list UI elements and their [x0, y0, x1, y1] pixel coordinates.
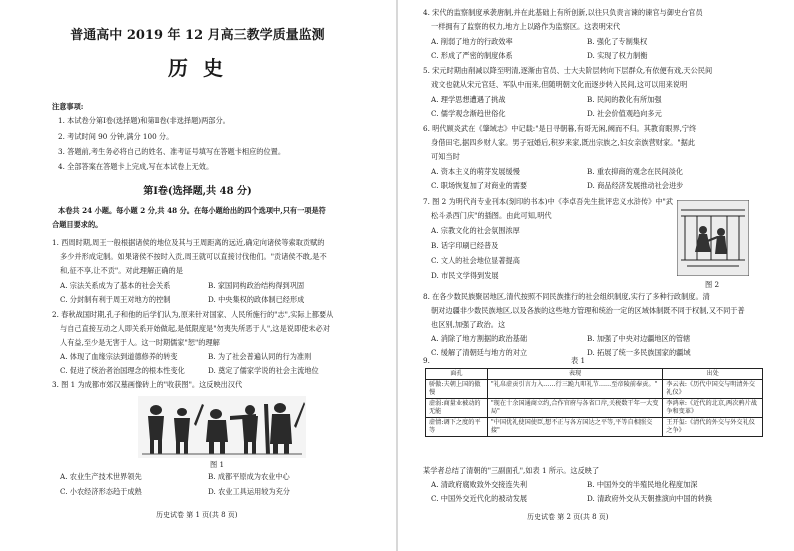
q5-option-a: A. 理学思想遭遇了挑战	[431, 95, 506, 104]
q6-option-a: A. 资本主义的萌芽发展缓慢	[431, 167, 520, 176]
q8-text: 8. 在各少数民族聚居地区,清代按照不同民族推行的社会组织制度,实行了多种行政制度。清	[423, 292, 710, 301]
q7-option-b: B. 话字印刷已经普及	[431, 241, 499, 250]
table-cell: 王开玺:《清代的外交与外交礼仪之争》	[663, 418, 763, 437]
exam-title: 普通高中 2019 年 12 月高三教学质量监测	[70, 28, 325, 43]
q4-option-d: D. 实现了权力制衡	[587, 51, 648, 60]
q7-option-c: C. 文人的社会地位显著提高	[431, 256, 520, 265]
q6-option-d: D. 商品经济发展推动社会进步	[587, 181, 684, 190]
q9-option-a: A. 清政府腐败致外交接连失利	[431, 480, 528, 489]
q6-text: 身借田宅,据四乡财人家。男子冠婚后,积岁来家,既出宗族之,妇女亲族营财家。"据此	[431, 138, 696, 147]
table-row	[426, 399, 763, 418]
q4-text: 一样拥有了监察的权力,地方上以路作为监察区。这表明宋代	[431, 22, 621, 31]
instruction-line: 合题目要求的。	[52, 220, 103, 229]
q5-option-c: C. 儒学观念渐趋世俗化	[431, 109, 506, 118]
table-cell: "现在十余国通商立约,合作官府与各省口岸,关税数干年一大变局"	[487, 399, 662, 418]
page-divider	[396, 0, 398, 551]
q3-option-d: D. 农业工具运用较为充分	[208, 487, 290, 496]
section-title: 第Ⅰ卷(选择题,共 48 分)	[143, 186, 252, 197]
table-cell: 李鸿章:《近代的北京,两次鸦片战争和变革》	[663, 399, 763, 418]
q1-text: 多少并形成定制。如果诸侯不按时入贡,周王就可以直接讨伐他们。"贡诸侯不敢,是不	[60, 252, 327, 261]
table-row	[426, 418, 763, 437]
table-caption: 表 1	[571, 356, 586, 365]
q2-option-a: A. 体现了血缘宗法到道德修养的转变	[60, 352, 178, 361]
harvest-relief-image	[138, 396, 306, 458]
q2-option-b: B. 为了社会普遍认同的行为准则	[208, 352, 312, 361]
page-footer: 历史试卷 第 2 页(共 8 页)	[527, 513, 609, 521]
note-line: 3. 答题前,考生务必将自己的姓名、准考证号填写在答题卡相应的位置。	[58, 147, 286, 156]
table-cell: "中国优礼使国使臣,想不正与各方国达之平等,平等自相照交接"	[487, 418, 662, 437]
table-header-cell: 表现	[487, 369, 662, 380]
q1-option-a: A. 宗法关系成为了基本的社会关系	[60, 281, 171, 290]
q3-text: 3. 图 1 为成都市郊汉墓画像砖上的"收获图"。这反映出汉代	[52, 380, 243, 389]
table-row	[426, 380, 763, 399]
q2-text: 2. 春秋战国时期,孔子和他的后学们认为,原来针对国家、人民所施行的"志",实际上都要从	[52, 310, 334, 319]
q4-text: 4. 宋代的监察制度承袭唐制,并在此基础上有所创新,以往只负责言谏的谏官与御史台官员	[423, 8, 703, 17]
q7-text: 7. 图 2 为明代肖专业刊本(刻印的书本)中《李卓吾先生批评忠义水浒传》中"武	[423, 197, 674, 206]
q2-option-d: D. 奠定了儒家学说的社会主流地位	[208, 366, 319, 375]
q6-option-b: B. 重农抑商的观念在民间淡化	[587, 167, 684, 176]
q1-text: 和,征不享,让不贡"。对此理解正确的是	[60, 266, 183, 275]
subject-title: 历 史	[168, 56, 227, 80]
q5-option-b: B. 民间的教化有所加强	[587, 95, 662, 104]
table-cell: "礼帛虚贡引言力入……行三跪九叩礼节……至帝陵前奉贡。"	[487, 380, 662, 399]
faces-table	[425, 368, 763, 437]
table-cell: 李云表:《历代中国交与明清外交礼仪》	[663, 380, 763, 399]
table-header-cell: 面孔	[426, 369, 488, 380]
q9-option-b: B. 中国外交的半殖民地化程度加深	[587, 480, 698, 489]
q5-text: 5. 宋元时期由削减以降至明清,逐渐由官员、士大夫阶层转向下层群众,有依便有戏,天公民间	[423, 66, 713, 75]
q2-text: 与自己直接互动之人即关系开始做起,是低限度是"勿夷失所恶于人",这是说即使未必对	[60, 324, 330, 333]
q9-option-d: D. 清政府外交从天朝推演向中国的转换	[587, 494, 713, 503]
q4-option-a: A. 削弱了地方的行政效率	[431, 37, 513, 46]
q2-text: 人有益,至少是无害于人。这一时期儒家"恕"的理解	[60, 338, 220, 347]
figure-2-caption: 图 2	[705, 280, 720, 289]
q3-option-c: C. 小农经济形态趋于成熟	[60, 487, 142, 496]
q1-option-b: B. 家国同构政治结构得到巩固	[208, 281, 305, 290]
q2-option-c: C. 促进了统治者治国理念的根本性变化	[60, 366, 185, 375]
q7-text: 松斗杀西门庆"的插图。由此可知,明代	[431, 211, 552, 220]
q8-text: 朝对边疆非少数民族地区,以及各族的这些地方管理和统治一定的区域体制既不同于权制,又不同于普	[431, 306, 745, 315]
exam-page-2	[399, 0, 794, 551]
q3-option-b: B. 成都平原成为农业中心	[208, 472, 290, 481]
q6-option-c: C. 职场恢复加了对商业的需要	[431, 181, 528, 190]
q1-option-d: D. 中央集权的政体制已经形成	[208, 295, 305, 304]
q8-option-d: D. 拓展了统一多民族国家的疆域	[587, 348, 691, 357]
q9-option-c: C. 中国外交近代化的被动发展	[431, 494, 528, 503]
q6-text: 6. 明代顾炎武在《肇域志》中记载:"是日寻朝暮,有哥无闲,阙而不归。其教育眼界,宁终	[423, 124, 697, 133]
instruction-line: 本卷共 24 小题。每小题 2 分,共 48 分。在每小题给出的四个选项中,只有一项是符	[58, 206, 326, 215]
q1-text: 1. 西周时期,周王一般根据诸侯的地位及其与王周距离的远近,确定向诸侯等索取贡赋的	[52, 238, 325, 247]
notes-heading: 注意事项:	[52, 102, 84, 111]
table-header-cell: 出处	[663, 369, 763, 380]
q1-option-c: C. 分封制有利于周王对地方的控制	[60, 295, 171, 304]
woodblock-illustration-image	[677, 200, 749, 276]
q4-option-c: C. 形成了严密的制度体系	[431, 51, 513, 60]
note-line: 2. 考试时间 90 分钟,满分 100 分。	[58, 132, 174, 141]
q6-text: 可知当时	[431, 152, 460, 161]
table-cell: 虚情:调下之度的平等	[426, 418, 488, 437]
q7-option-a: A. 宗教文化的社会氛围浓厚	[431, 226, 520, 235]
q9-number: 9.	[423, 356, 430, 365]
q4-option-b: B. 强化了专制集权	[587, 37, 648, 46]
page-footer: 历史试卷 第 1 页(共 8 页)	[156, 511, 238, 519]
note-line: 1. 本试卷分第Ⅰ卷(选择题)和第Ⅱ卷(非选择题)两部分。	[58, 116, 230, 125]
note-line: 4. 全部答案在答题卡上完成,写在本试卷上无效。	[58, 162, 214, 171]
q3-option-a: A. 农业生产技术世界领先	[60, 472, 142, 481]
q8-text: 也区别,加强了政治。这	[431, 320, 506, 329]
q5-option-d: D. 社会价值观趋向多元	[587, 109, 662, 118]
exam-page-1	[0, 0, 395, 551]
q9-text: 某学者总结了清朝的"三副面孔",如表 1 所示。这反映了	[423, 466, 600, 475]
table-cell: 骄傲:夫朝上国的傲慢	[426, 380, 488, 399]
q8-option-b: B. 加强了中央对边疆地区的管辖	[587, 334, 691, 343]
table-cell: 虚弱:商量业被动的无能	[426, 399, 488, 418]
figure-1-caption: 图 1	[210, 460, 225, 469]
q5-text: 戏文也就从宋元官廷、军队中而来,但随明朝文化而逐步转入民间,这可以用来说明	[431, 80, 688, 89]
table-header-row	[426, 369, 763, 380]
q8-option-c: C. 缓解了清朝廷与地方的对立	[431, 348, 528, 357]
q7-option-d: D. 市民文学得到发展	[431, 271, 499, 280]
q8-option-a: A. 消除了地方割据的政治基础	[431, 334, 528, 343]
